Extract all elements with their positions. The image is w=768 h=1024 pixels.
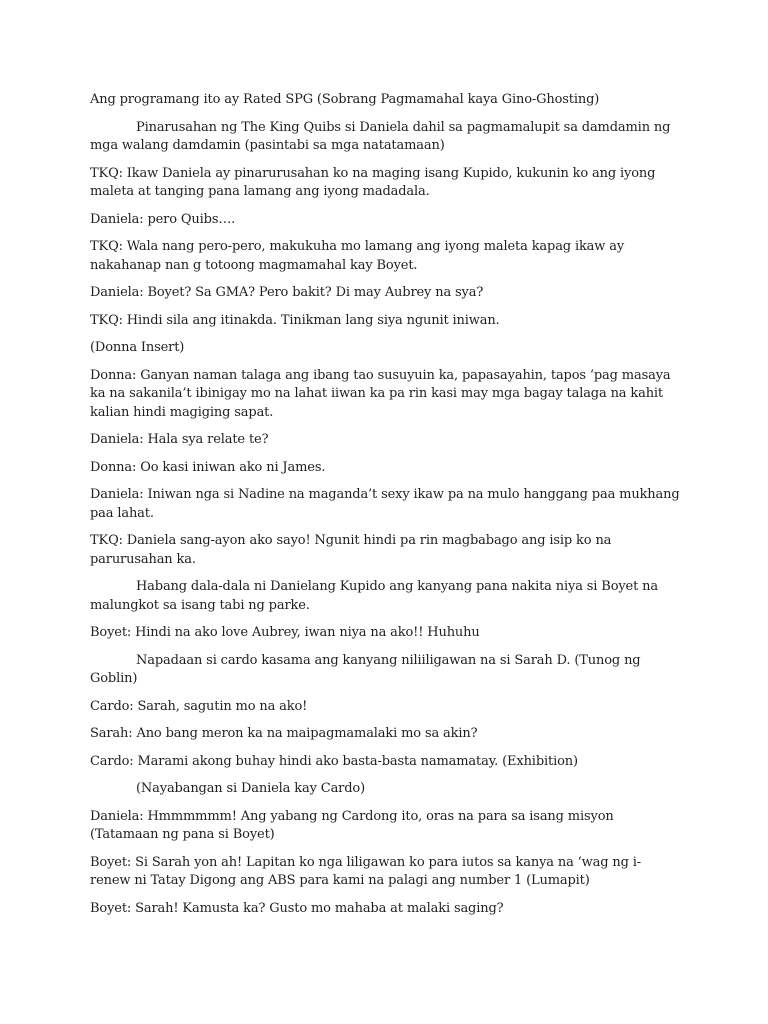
paragraph: Ang programang ito ay Rated SPG (Sobrang Pagmamahal kaya Gino-Ghosting) xyxy=(90,92,600,107)
paragraph: Daniela: Hala sya relate te? xyxy=(90,432,269,447)
paragraph: Donna: Oo kasi iniwan ako ni James. xyxy=(90,459,326,475)
paragraph: Daniela: Hmmmmmm! Ang yabang ng Cardong ito, oras na para sa isang misyon (Tatamaan ng pana si Boyet) xyxy=(90,808,618,842)
paragraph: TKQ: Daniela sang-ayon ako sayo! Ngunit hindi pa rin magbabago ang isip ko na parurusahan ka. xyxy=(90,533,616,567)
paragraph: Cardo: Sarah, sagutin mo na ako! xyxy=(90,698,308,714)
paragraph: Daniela: pero Quibs…. xyxy=(90,211,236,227)
paragraph: Pinarusahan ng The King Quibs si Daniela dahil sa pagmamalupit sa damdamin ng mga walang damdamin (pasintabi sa mga natatamaan) xyxy=(90,119,675,153)
paragraph: Boyet: Sarah! Kamusta ka? Gusto mo mahaba at malaki saging? xyxy=(90,900,504,916)
paragraph: Donna: Ganyan naman talaga ang ibang tao susuyuin ka, papasayahin, tapos ‘pag masaya ka na sakanila’t ibinigay mo na lahat iiwan ka pa rin kasi may mga bagay talaga na kahit kalian hindi magiging sapat. xyxy=(90,367,675,420)
paragraph: Boyet: Si Sarah yon ah! Lapitan ko nga liligawan ko para iutos sa kanya na ‘wag ng i-renew ni Tatay Digong ang ABS para kami na palagi ang number 1 (Lumapit) xyxy=(90,854,641,888)
paragraph: Habang dala-dala ni Danielang Kupido ang kanyang pana nakita niya si Boyet na malungkot sa isang tabi ng parke. xyxy=(90,579,662,613)
paragraph: Napadaan si cardo kasama ang kanyang niliiligawan na si Sarah D. (Tunog ng Goblin) xyxy=(90,652,645,686)
document-page xyxy=(90,91,684,927)
paragraph: Cardo: Marami akong buhay hindi ako basta-basta namamatay. (Exhibition) xyxy=(90,753,578,769)
paragraph: TKQ: Hindi sila ang itinakda. Tinikman lang siya ngunit iniwan. xyxy=(90,312,500,328)
paragraph: (Donna Insert) xyxy=(90,340,185,355)
paragraph: Daniela: Boyet? Sa GMA? Pero bakit? Di may Aubrey na sya? xyxy=(90,285,484,300)
paragraph: (Nayabangan si Daniela kay Cardo) xyxy=(136,781,365,796)
paragraph: Daniela: Iniwan nga si Nadine na maganda’t sexy ikaw pa na mulo hanggang paa mukhang paa lahat. xyxy=(90,487,684,521)
paragraph: TKQ: Wala nang pero-pero, makukuha mo lamang ang iyong maleta kapag ikaw ay nakahanap nan g totoong magmamahal kay Boyet. xyxy=(90,239,629,273)
paragraph: Boyet: Hindi na ako love Aubrey, iwan niya na ako!! Huhuhu xyxy=(90,625,480,640)
paragraph: Sarah: Ano bang meron ka na maipagmamalaki mo sa akin? xyxy=(90,726,478,741)
paragraph: TKQ: Ikaw Daniela ay pinarurusahan ko na maging isang Kupido, kukunin ko ang iyong maleta at tanging pana lamang ang iyong madadala. xyxy=(90,165,660,199)
